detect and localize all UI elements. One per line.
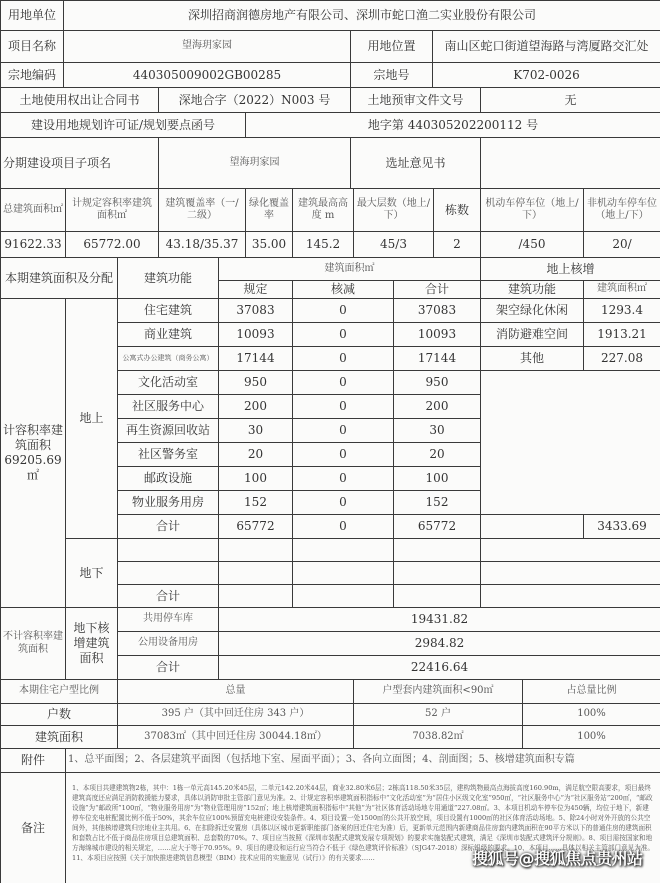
contract-label: 土地使用权出让合同书 <box>0 87 159 113</box>
site-opinion-value <box>480 137 660 189</box>
row-planned: 65772 <box>218 514 293 539</box>
below-row-planned <box>218 584 293 608</box>
row-planned: 100 <box>218 466 293 491</box>
allocation-title: 本期建筑面积及分配 <box>0 257 118 299</box>
row-total: 10093 <box>393 322 481 347</box>
indicator-value: 43.18/35.37 <box>158 231 246 258</box>
non-far-label: 不计容积率建筑面积 <box>0 607 66 680</box>
row-total: 30 <box>393 418 481 443</box>
row-deduction: 0 <box>292 442 394 467</box>
row-increase-area: 1293.4 <box>583 298 660 323</box>
parcel-no-label: 宗地号 <box>350 62 433 88</box>
below-row-increase <box>480 538 660 562</box>
permit-value: 地字第 440305202200112 号 <box>245 112 660 138</box>
housing-row-small: 7038.82㎡ <box>353 725 523 749</box>
below-row-function <box>117 538 219 562</box>
row-total: 17144 <box>393 346 481 371</box>
subproject-label: 分期建设项目子项名 <box>0 137 159 189</box>
row-deduction: 0 <box>292 346 394 371</box>
unit-value: 深圳招商润德房地产有限公司、深圳市蛇口渔二实业股份有限公司 <box>63 0 660 31</box>
row-increase-function <box>480 514 584 539</box>
increase-blank <box>480 370 660 515</box>
row-increase-function: 消防避难空间 <box>480 322 584 347</box>
housing-header-small: 户型套内建筑面积<90㎡ <box>353 679 523 704</box>
below-row-increase <box>480 561 660 585</box>
row-function: 公寓式办公建筑（商务公寓） <box>117 346 219 371</box>
location-value: 南山区蛇口街道望海路与湾厦路交汇处 <box>432 30 660 63</box>
unit-label: 用地单位 <box>0 0 64 31</box>
increase-function-header: 建筑功能 <box>480 280 584 299</box>
row-function: 文化活动室 <box>117 370 219 395</box>
non-far-row-value: 2984.82 <box>218 631 660 656</box>
indicator-value: 2 <box>433 231 481 258</box>
housing-row-total: 395 户（其中回迁住房 343 户） <box>117 703 354 726</box>
row-increase-area: 1913.21 <box>583 322 660 347</box>
row-deduction: 0 <box>292 490 394 515</box>
attachments-label: 附件 <box>0 748 66 773</box>
below-row-deduction <box>292 584 394 608</box>
below-row-planned <box>218 538 293 562</box>
row-deduction: 0 <box>292 418 394 443</box>
row-deduction: 0 <box>292 394 394 419</box>
row-planned: 152 <box>218 490 293 515</box>
indicator-value: 145.2 <box>292 231 354 258</box>
above-increase-header: 地上核增 <box>480 257 660 281</box>
notes-label: 备注 <box>0 772 66 883</box>
row-function: 合计 <box>117 514 219 539</box>
housing-row-label: 建筑面积 <box>0 725 118 749</box>
attachments-text: 1、总平面图；2、各层建筑平面图（包括地下室、屋面平面）；3、各向立面图；4、剖面图；5、核增建筑面积专篇 <box>65 748 660 773</box>
housing-row-small: 52 户 <box>353 703 523 726</box>
row-planned: 10093 <box>218 322 293 347</box>
indicator-value: 35.00 <box>245 231 293 258</box>
parcel-code-label: 宗地编码 <box>0 62 64 88</box>
underground-increase-label: 地下核增建筑面积 <box>65 607 118 680</box>
indicator-value: 45/3 <box>353 231 434 258</box>
row-deduction: 0 <box>292 322 394 347</box>
indicator-label: 建筑最高高度 m <box>292 188 354 232</box>
row-planned: 37083 <box>218 298 293 323</box>
row-function: 社区警务室 <box>117 442 219 467</box>
below-row-function: 合计 <box>117 584 219 608</box>
indicator-value: 20/ <box>583 231 660 258</box>
housing-row-label: 户数 <box>0 703 118 726</box>
location-label: 用地位置 <box>350 30 433 63</box>
row-function: 社区服务中心 <box>117 394 219 419</box>
row-total: 37083 <box>393 298 481 323</box>
above-ground-label: 地上 <box>65 298 118 539</box>
far-area-label: 计容积率建筑面积 69205.69㎡ <box>0 298 66 608</box>
area-header: 建筑面积㎡ <box>218 257 481 281</box>
indicator-value: 91622.33 <box>0 231 66 258</box>
indicator-label: 绿化覆盖率 <box>245 188 293 232</box>
row-total: 65772 <box>393 514 481 539</box>
row-total: 200 <box>393 394 481 419</box>
notes-text: 1、本项目共建建筑物2栋，其中：1栋一单元高145.20米45层，二单元142.20米44层，商业32.80米6层；2栋高118.50米35层，建构筑物最高点海拔高度160.90m，满足航空限高要求，项目最终建筑高度还应满足消防救援能力要求，具体以消防审批主管部门意见为准。2、计规定容积率建筑面积指标中“文化活动室”为“居住小区级文化室”950㎡，“社区服务中心”为“社区服务站”200㎡，“邮政设施”为“邮政所”100㎡，“物业服务用房”为“物业管理用房”152㎡；地上核增建筑面积指标中“其他”为“社区体育活动场地专用通道”227.08㎡。3、本项目机动车停车位为450辆，均位于地下，新建停车位充电桩配置比例不低于50%，其余车位应100%预留充电桩建设安装条件。4、项目设置一处1500㎡的公共开放空间，项目设置有1000㎡的社区体育活动场地。5、除24小时对外开放的公共空间外，其他核增建筑归宗地业主共用。6、在扣除拆迁安置房（具体以区城市更新职能部门备案的回迁住宅为准）后，更新单元范围内新建商品住房套内建筑面积在90平方米以下的普通住房的建筑面积和套数占比不低于商品住房项目总建筑面积、总套数的70%。7、项目应当按照《深圳市装配式建筑发展专项规划》的要求实施装配式建筑，满足《深圳市装配式建筑评分规则》。8、项目需按国家和地方海绵城市建设的相关规定，……应大于等于70.95%。9、项目的建设和运行应当符合不低于《绿色建筑评价标准》（SJG47-2018）深标银级的要求。10、本项目……具体以相关主管部门意见为准。11、本项目应按照《关于加快推进建筑信息模型（BIM）技术应用的实施意见（试行）》的有关要求…… <box>65 772 660 883</box>
row-deduction: 0 <box>292 370 394 395</box>
below-row-function <box>117 561 219 585</box>
row-function: 商业建筑 <box>117 322 219 347</box>
indicator-value: 65772.00 <box>65 231 159 258</box>
non-far-row-label: 合计 <box>117 655 219 680</box>
below-row-total <box>393 538 481 562</box>
row-deduction: 0 <box>292 514 394 539</box>
below-row-total <box>393 584 481 608</box>
parcel-code-value: 440305009002GB00285 <box>63 62 351 88</box>
row-function: 住宅建筑 <box>117 298 219 323</box>
presale-label: 土地预审文件文号 <box>350 87 481 113</box>
contract-value: 深地合字（2022）N003 号 <box>158 87 351 113</box>
increase-area-header: 建筑面积㎡ <box>583 280 660 299</box>
indicator-label: 最大层数（地上/下） <box>353 188 434 232</box>
project-name-label: 项目名称 <box>0 30 64 63</box>
parcel-no-value: K702-0026 <box>432 62 660 88</box>
row-total: 950 <box>393 370 481 395</box>
row-function: 再生资源回收站 <box>117 418 219 443</box>
indicator-label: 机动车停车位（地上/下） <box>480 188 584 232</box>
permit-label: 建设用地规划许可证/规划要点函号 <box>0 112 246 138</box>
indicator-label: 栋数 <box>433 188 481 232</box>
function-header: 建筑功能 <box>117 257 219 299</box>
indicator-label: 建筑覆盖率（一/二级） <box>158 188 246 232</box>
row-deduction: 0 <box>292 298 394 323</box>
row-planned: 200 <box>218 394 293 419</box>
row-function: 物业服务用房 <box>117 490 219 515</box>
row-function: 邮政设施 <box>117 466 219 491</box>
non-far-row-value: 19431.82 <box>218 607 660 632</box>
row-increase-area: 227.08 <box>583 346 660 371</box>
indicator-label: 非机动车停车位（地上/下） <box>583 188 660 232</box>
row-planned: 17144 <box>218 346 293 371</box>
below-row-deduction <box>292 561 394 585</box>
row-increase-area: 3433.69 <box>583 514 660 539</box>
below-row-increase <box>480 584 660 608</box>
housing-header-ratio: 占总量比例 <box>522 679 660 704</box>
below-row-planned <box>218 561 293 585</box>
indicator-label: 计规定容积率建筑面积㎡ <box>65 188 159 232</box>
housing-row-ratio: 100% <box>522 703 660 726</box>
non-far-row-label: 共用停车库 <box>117 607 219 632</box>
deduction-header: 核减 <box>292 280 394 299</box>
row-total: 20 <box>393 442 481 467</box>
non-far-row-value: 22416.64 <box>218 655 660 680</box>
housing-row-ratio: 100% <box>522 725 660 749</box>
row-planned: 30 <box>218 418 293 443</box>
below-row-total <box>393 561 481 585</box>
presale-value: 无 <box>480 87 660 113</box>
row-planned: 950 <box>218 370 293 395</box>
site-opinion-label: 选址意见书 <box>350 137 481 189</box>
housing-header-total: 总量 <box>117 679 354 704</box>
indicator-value: /450 <box>480 231 584 258</box>
housing-row-total: 37083㎡（其中回迁住房 30044.18㎡） <box>117 725 354 749</box>
housing-ratio-title: 本期住宅户型比例 <box>0 679 118 704</box>
row-total: 152 <box>393 490 481 515</box>
row-total: 100 <box>393 466 481 491</box>
indicator-label: 总建筑面积㎡ <box>0 188 66 232</box>
subproject-value: 望海玥家园 <box>158 137 351 189</box>
row-deduction: 0 <box>292 466 394 491</box>
below-row-deduction <box>292 538 394 562</box>
non-far-row-label: 公用设备用房 <box>117 631 219 656</box>
planned-header: 规定 <box>218 280 293 299</box>
row-planned: 20 <box>218 442 293 467</box>
total-header: 合计 <box>393 280 481 299</box>
row-increase-function: 架空绿化休闲 <box>480 298 584 323</box>
row-increase-function: 其他 <box>480 346 584 371</box>
watermark: 搜狐号@搜狐焦点贵州站 <box>472 849 643 868</box>
below-ground-label: 地下 <box>65 538 118 608</box>
project-name-value: 望海玥家园 <box>63 30 351 63</box>
